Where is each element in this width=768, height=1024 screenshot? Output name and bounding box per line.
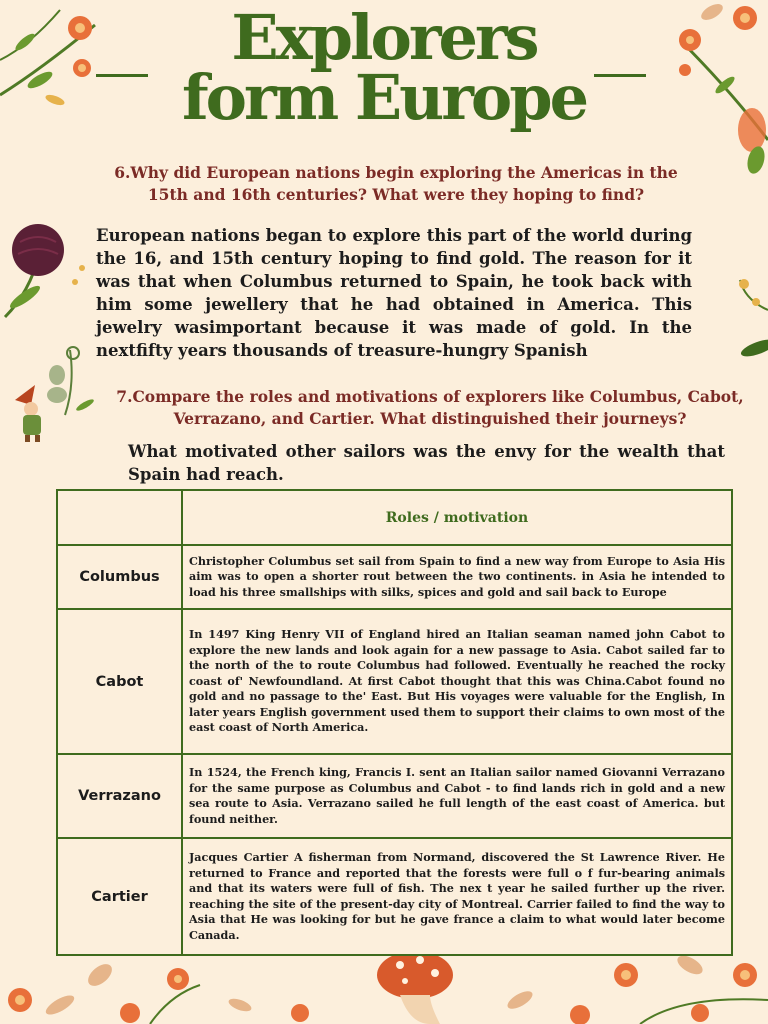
explorer-name: Cartier: [57, 838, 182, 955]
question-6: 6.Why did European nations begin exploring the Americas in the 15th and 16th centuries? What were they hoping to find?: [114, 163, 678, 204]
title-line-1: Explorers: [231, 1, 537, 74]
title-line-2: form Europe: [181, 61, 587, 134]
page-title: [0, 1, 768, 134]
explorer-description: In 1497 King Henry VII of England hired an Italian seaman named john Cabot to explore the new lands and look again for a new passage to Asia. Cabot sailed far to the north of the to route Columbus had followed. Eventually he reached the rocky coast of' Newfoundland. At first Cabot thought that this was China.Cabot found no gold and no passage to the' East. But His voyages were valuable for the English, In later years English government used them to support their claims to own most of the east coast of North America.: [182, 609, 732, 754]
explorer-name: Columbus: [57, 545, 182, 609]
table-row: [57, 545, 732, 609]
table-row: [57, 754, 732, 838]
question-7: 7.Compare the roles and motivations of explorers like Columbus, Cabot, Verrazano, and Cartier. What distinguished their journeys?: [116, 387, 744, 428]
explorer-name: Cabot: [57, 609, 182, 754]
answer-7: What motivated other sailors was the envy for the wealth that Spain had reach.: [128, 442, 725, 484]
table-row: [57, 838, 732, 955]
thistle-icon: [0, 212, 90, 322]
title-rule-left: [96, 74, 148, 77]
explorer-name: Verrazano: [57, 754, 182, 838]
table-header-roles: Roles / motivation: [182, 490, 732, 545]
table-row: [57, 609, 732, 754]
leaf-icon: [720, 270, 768, 360]
explorer-description: In 1524, the French king, Francis I. sent an Italian sailor named Giovanni Verrazano for the same purpose as Columbus and Cabot - to find lands rich in gold and a new sea route to Asia. Verrazano sailed he full length of the east coast of America. but found neither.: [182, 754, 732, 838]
table-header-row: [57, 490, 732, 545]
explorers-table: [56, 489, 733, 956]
mushroom-icon: [0, 945, 768, 1024]
gnome-icon: [5, 345, 105, 445]
answer-6: European nations began to explore this part of the world during the 16, and 15th century hoping to find gold. The reason for it was that when Columbus returned to Spain, he took back with him some jewellery that he had obtained in America. This jewelry wasimportant because it was made of gold. In the nextfifty years thousands of treasure-hungry Spanish: [96, 226, 692, 360]
explorer-description: Jacques Cartier A fisherman from Normand, discovered the St Lawrence River. He returned to France and reported that the forests were full o f fur-bearing animals and that its waters were full of fish. The nex t year he sailed further up the river. reaching the site of the present-day city of Montreal. Carrier failed to find the way to Asia that He was looking for but he gave france a claim to what would later become Canada.: [182, 838, 732, 955]
table-header-empty: [57, 490, 182, 545]
title-rule-right: [594, 74, 646, 77]
explorer-description: Christopher Columbus set sail from Spain to find a new way from Europe to Asia His aim was to open a shorter rout between the two continents. in Asia he intended to load his three smallships with silks, spices and gold and sail back to Europe: [182, 545, 732, 609]
